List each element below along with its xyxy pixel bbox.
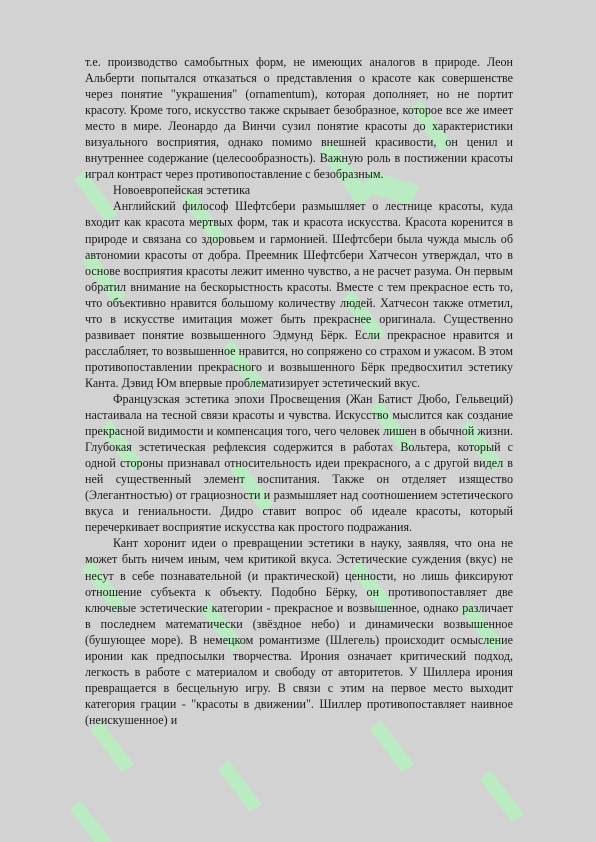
section-heading: Новоевропейская эстетика bbox=[113, 183, 251, 198]
paragraph-shaftesbury: Английский философ Шефтсбери размышляет о лестнице красоты, куда входит как красота мертвых форм, так и красота искусства. Красота коренится в природе и связана со здоровьем и гармонией. Шефтсбери была чужда мысль об автономии красоты от добра. Преемник Шефтсбери Хатчесон утверждал, что в основе восприятия красоты лежит именно чувство, а не расчет разума. Он первым обратил внимание на бескорыстность красоты. Вместе с тем прекрасное есть то, что объективно нравится большому количеству людей. Хатчесон также отметил, что в искусстве имитация может быть прекраснее оригинала. Существенно развивает понятие возвышенного Эдмунд Бёрк. Если прекрасное нравится и расслабляет, то возвышенное нравится, но сопряжено со страхом и ужасом. В этом противопоставлении прекрасного и возвышенного Бёрк предвосхитил эстетику Канта. Дэвид Юм впервые проблематизирует эстетический вкус. bbox=[85, 199, 513, 390]
paragraph-kant: Кант хоронит идеи о превращении эстетики в науку, заявляя, что она не может быть ничем иным, чем критикой вкуса. Эстетические суждения (вкус) не несут в себе познавательной (и практической) ценности, но лишь фиксируют отношение субъекта к объекту. Подобно Бёрку, он противопоставляет две ключевые эстетические категории - прекрасное и возвышенное, однако различает в последнем математически (звёздное небо) и динамически возвышенное (бушующее море). В немецком романтизме (Шлегель) происходит осмысление иронии как предпосылки творчества. Ирония означает критический подход, легкость в работе с материалом и свободу от авторитетов. У Шиллера ирония превращается в бесцельную игру. В связи с этим на первое место выходит категория грации - "красоты в движении". Шиллер противопоставляет наивное (неискушенное) и bbox=[85, 536, 513, 727]
paragraph-renaissance: т.е. производство самобытных форм, не имеющих аналогов в природе. Леон Альберти попытался отказаться о представления о красоте как совершенстве через понятие "украшения" (ornamentum), которая дополняет, но не портит красоту. Кроме того, искусство также скрывает безобразное, которое все же имеет место в мире. Леонардо да Винчи сузил понятие красоты до характеристики визуального восприятия, однако помимо внешней красивости, он ценил и внутреннее содержание (целесообразность). Важную роль в постижении красоты играл контраст через противопоставление с безобразным. bbox=[85, 55, 513, 182]
document-body bbox=[85, 54, 513, 728]
paragraph-french-enlightenment: Французская эстетика эпохи Просвещения (Жан Батист Дюбо, Гельвеций) настаивала на тесной связи красоты и чувства. Искусство мыслится как создание прекрасной видимости и компенсация того, чего человек лишен в обычной жизни. Глубокая эстетическая рефлексия содержится в работах Вольтера, который с одной стороны признавал относительность идеи прекрасного, а с другой видел в ней существенный элемент воспитания. Также он отделяет изящество (Элегантностью) от грациозности и размышляет над соотношением эстетического вкуса и гениальности. Дидро ставит вопрос об идеале красоты, который перечеркивает восприятие искусства как простого подражания. bbox=[85, 391, 513, 535]
